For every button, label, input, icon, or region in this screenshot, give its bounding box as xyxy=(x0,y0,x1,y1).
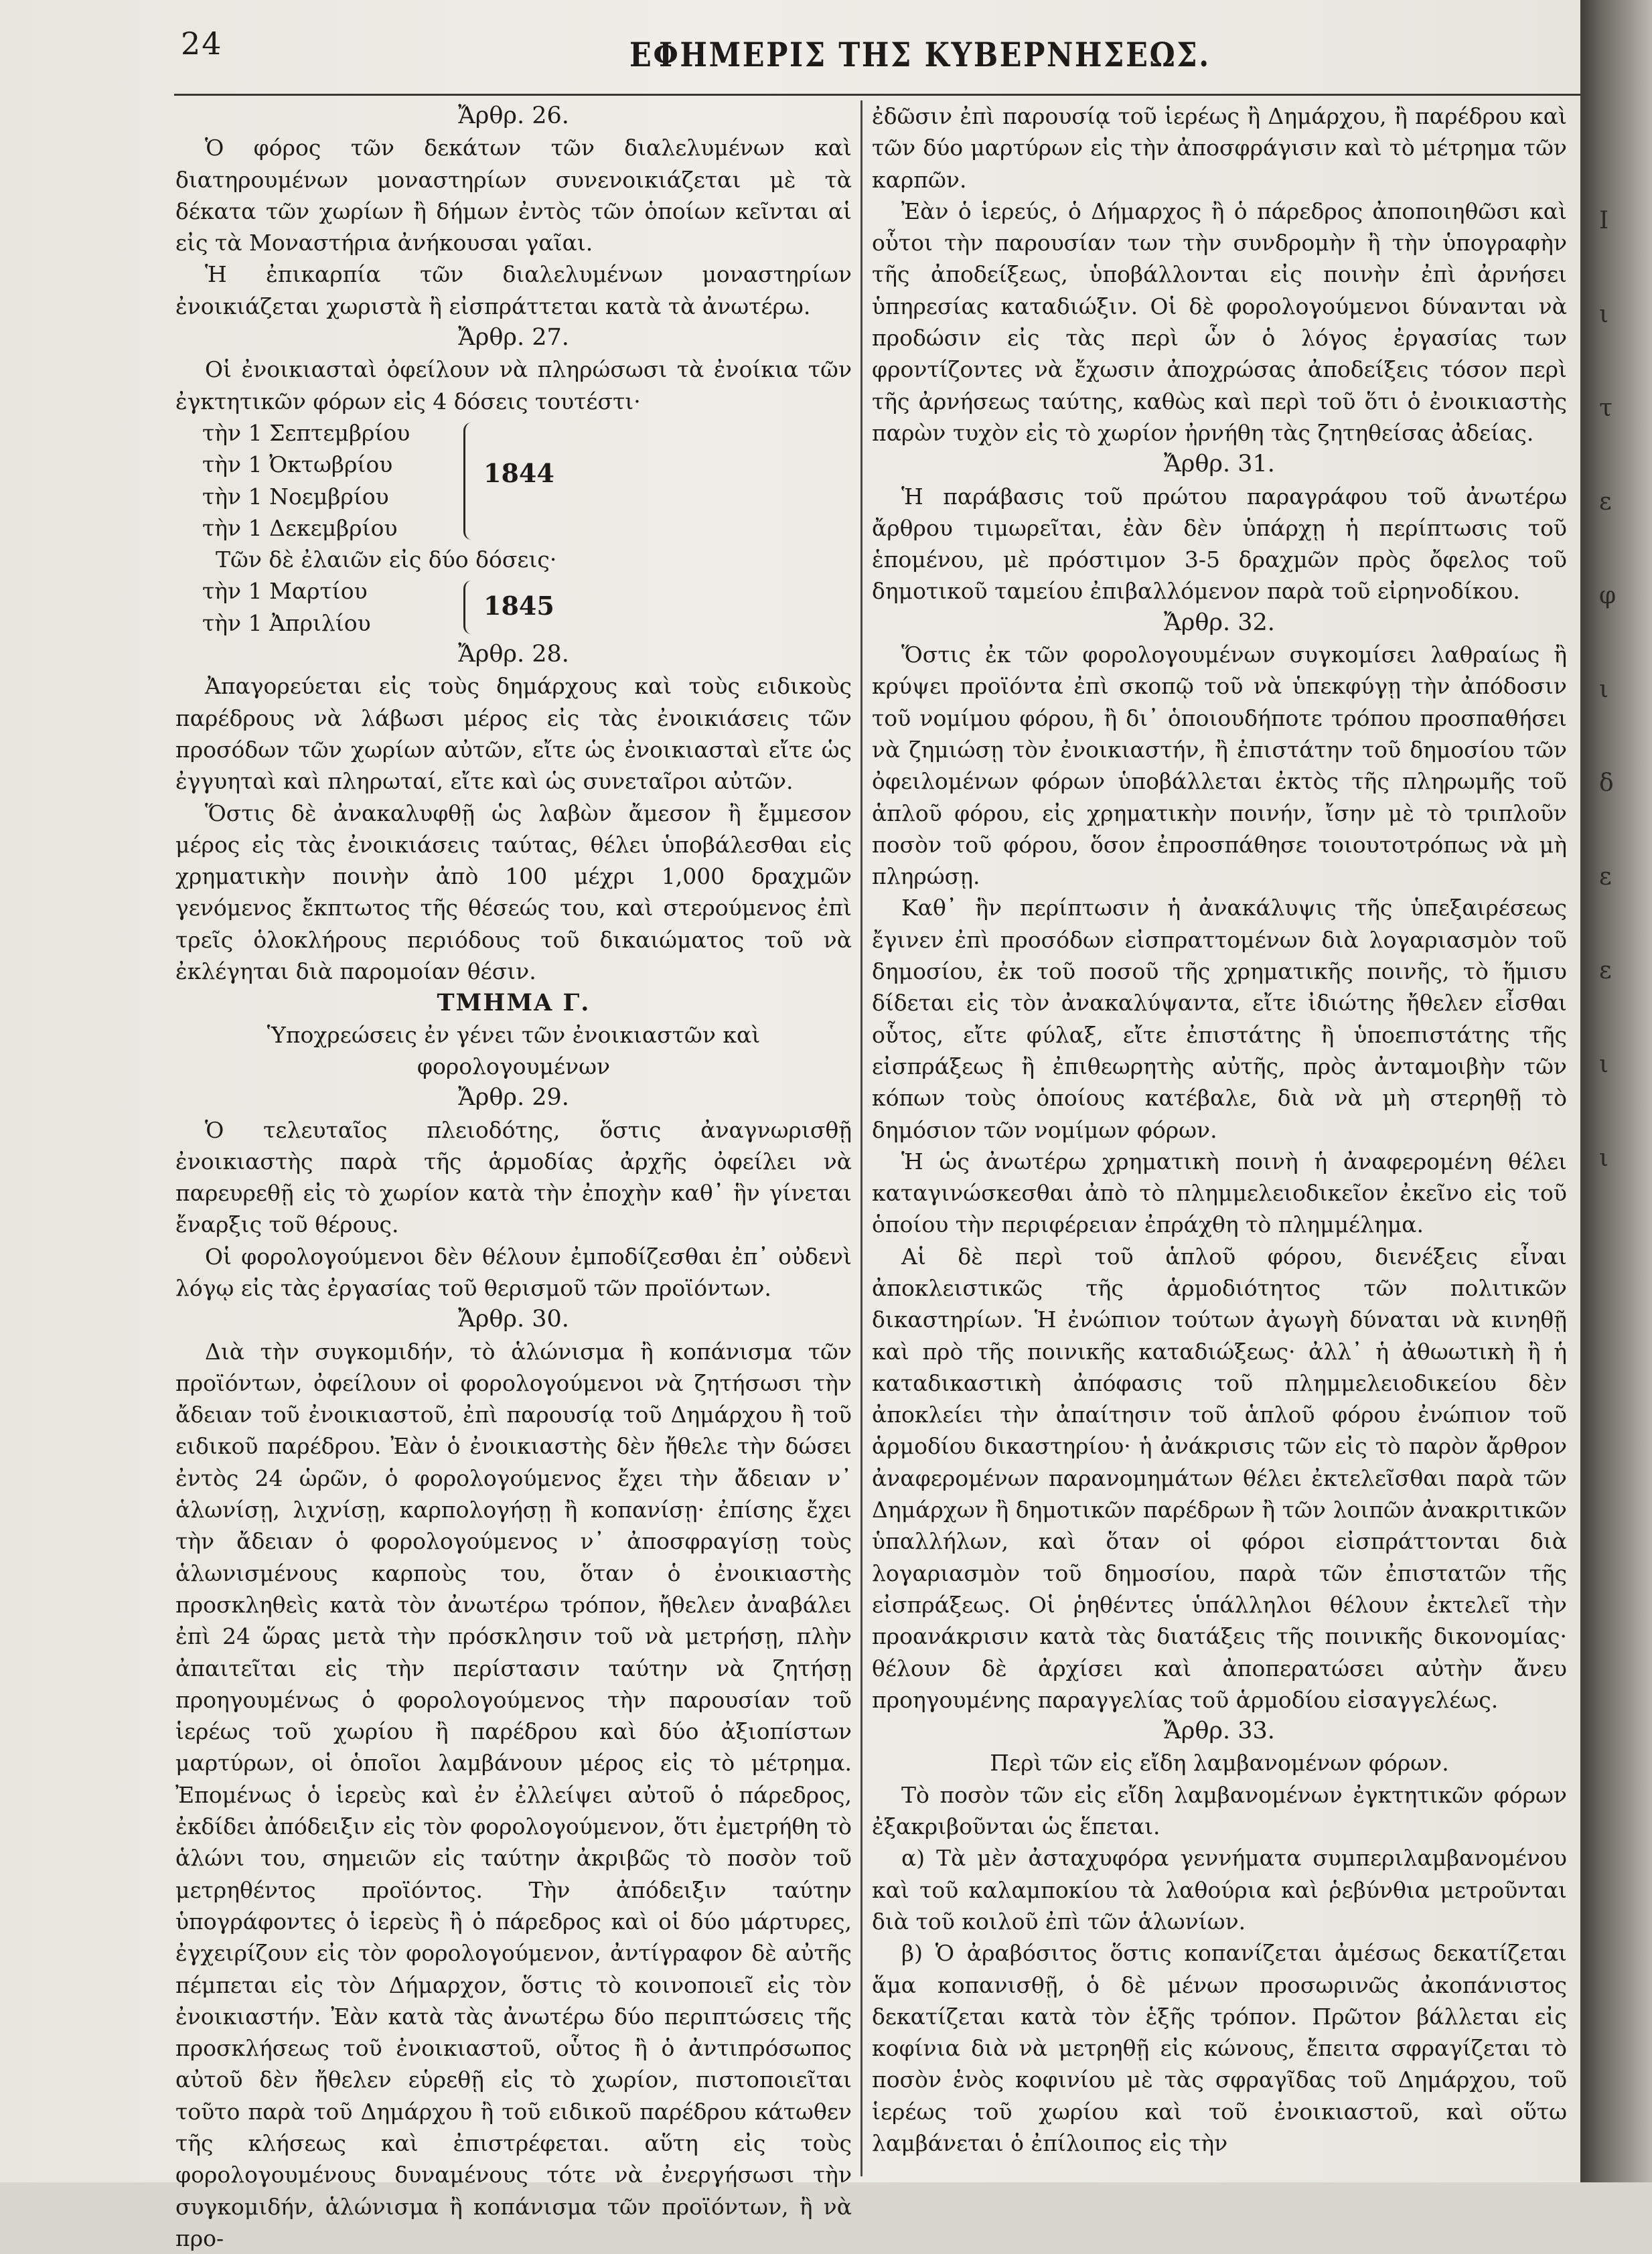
left-column xyxy=(175,100,852,2254)
edge-letter: ι xyxy=(1599,301,1609,328)
article-32-paragraph: Ὅστις ἐκ τῶν φορολογουμένων συγκομίσει λαθραίως ἢ κρύψει προϊόντα ἐπὶ σκοπῷ τοῦ νὰ ὑπεκφύγῃ τὴν ἀπόδοσιν τοῦ νομίμου φόρου, ἢ δι᾽ ὁποιουδήποτε τρόπου προσπαθήσει νὰ ζημιώσῃ τὸν ἐνοικιαστήν, ἢ ἐπιστάτην τοῦ δημοσίου τῶν ὀφειλομένων φόρων ὑποβάλλεται ἐκτὸς τῆς πληρωμῆς τοῦ ἁπλοῦ φόρου, εἰς χρηματικὴν ποινήν, ἴσην μὲ τὸ τριπλοῦν ποσὸν τοῦ φόρου, ὅσον ἐπροσπάθησε τοιουτοτρόπως νὰ μὴ πληρώσῃ. xyxy=(872,642,1567,890)
article-32-title: Ἄρθρ. 32. xyxy=(1164,609,1275,636)
edge-letter: δ xyxy=(1599,769,1614,797)
installment-schedule-1845 xyxy=(175,575,852,639)
edge-letter: ε xyxy=(1599,488,1612,516)
edge-letter: ε xyxy=(1599,863,1612,891)
article-30-title: Ἄρθρ. 30. xyxy=(458,1306,569,1333)
article-29-paragraph: Ὁ τελευταῖος πλειοδότης, ὅστις ἀναγνωρισθῇ ἐνοικιαστὴς παρὰ τῆς ἁρμοδίας ἀρχῆς ὀφείλει νὰ παρευρεθῇ εἰς τὸ χωρίον κατὰ τὴν ἐποχὴν καθ᾽ ἣν γίνεται ἔναρξις τοῦ θέρους. xyxy=(175,1116,852,1238)
article-32-paragraph: Ἡ ὡς ἀνωτέρω χρηματικὴ ποινὴ ἡ ἀναφερομένη θέλει καταγινώσκεσθαι ἀπὸ τὸ πλημμελειοδικεῖον ἐκεῖνο εἰς τοῦ ὁποίου τὴν περιφέρειαν ἐπράχθη τὸ πλημμέλημα. xyxy=(872,1148,1567,1238)
schedule-brace xyxy=(463,423,475,540)
article-31-paragraph: Ἡ παράβασις τοῦ πρώτου παραγράφου τοῦ ἀνωτέρω ἄρθρου τιμωρεῖται, ἐὰν δὲν ὑπάρχῃ ἡ περίπτωσις τοῦ ἑπομένου, μὲ πρόστιμον 3-5 δραχμῶν πρὸς ὄφελος τοῦ δημοτικοῦ ταμείου ἐπιβαλλόμενον παρὰ τοῦ εἰρηνοδίκου. xyxy=(872,483,1567,605)
schedule-date: τὴν 1 Νοεμβρίου xyxy=(202,483,389,510)
edge-letter: ι xyxy=(1599,1144,1609,1172)
article-33-item-a: α) Τὰ μὲν ἀσταχυφόρα γεννήματα συμπεριλαμβανομένου καὶ τοῦ καλαμποκίου τὰ λαθούρια καὶ ῥεβύνθια μετροῦνται διὰ τοῦ κοιλοῦ ἐπὶ τῶν ἁλωνίων. xyxy=(872,1845,1567,1935)
header-rule xyxy=(174,94,1580,96)
olive-installments-line: Τῶν δὲ ἐλαιῶν εἰς δύο δόσεις· xyxy=(216,546,557,573)
edge-letter: ι xyxy=(1599,1051,1609,1078)
article-33-paragraph: Τὸ ποσὸν τῶν εἰς εἴδη λαμβανομένων ἐγκτητικῶν φόρων ἐξακριβοῦνται ὡς ἕπεται. xyxy=(872,1781,1567,1840)
edge-letter: φ xyxy=(1599,582,1617,609)
schedule-date: τὴν 1 Δεκεμβρίου xyxy=(202,514,398,541)
article-28-title: Ἄρθρ. 28. xyxy=(458,641,569,668)
edge-letter: ι xyxy=(1599,676,1609,703)
adjacent-page-letters xyxy=(1599,174,1646,1205)
article-30-continuation: ἐδῶσιν ἐπὶ παρουσίᾳ τοῦ ἱερέως ἢ Δημάρχου, ἢ παρέδρου καὶ τῶν δύο μαρτύρων εἰς τὴν ἀποσφράγισιν καὶ τὸ μέτρημα τῶν καρπῶν. xyxy=(872,103,1567,193)
article-32-paragraph: Καθ᾽ ἣν περίπτωσιν ἡ ἀνακάλυψις τῆς ὑπεξαιρέσεως ἔγινεν ἐπὶ προσόδων εἰσπραττομένων διὰ λογαριασμὸν τοῦ δημοσίου, ἐκ τοῦ ποσοῦ τῆς χρηματικῆς ποινῆς, τὸ ἥμισυ δίδεται εἰς τὸν ἀνακαλύψαντα, εἴτε ἰδιώτης ἤθελεν εἶσθαι οὗτος, εἴτε φύλαξ, εἴτε ἐπιστάτης ἢ ὑποεπιστάτης τῆς εἰσπράξεως ἢ ἐπιθεωρητὴς αὐτῆς, πρὸς ἀνταμοιβὴν τῶν κόπων τοὺς ὁποίους κατέβαλε, διὰ νὰ μὴ στερηθῇ τὸ δημόσιον τῶν νομίμων φόρων. xyxy=(872,895,1567,1143)
article-27-title: Ἄρθρ. 27. xyxy=(458,324,569,352)
article-33-title: Ἄρθρ. 33. xyxy=(1164,1718,1275,1745)
edge-letter: Ι xyxy=(1599,207,1609,234)
edge-letter: τ xyxy=(1599,394,1612,422)
article-30-paragraph: Διὰ τὴν συγκομιδήν, τὸ ἁλώνισμα ἢ κοπάνισμα τῶν προϊόντων, ὀφείλουν οἱ φορολογούμενοι νὰ ζητήσωσι τὴν ἄδειαν τοῦ ἐνοικιαστοῦ, ἐπὶ παρουσίᾳ τοῦ Δημάρχου ἢ τοῦ ειδικοῦ παρέδρου. Ἐὰν ὁ ἐνοικιαστὴς δὲν ἤθελε τὴν δώσει ἐντὸς 24 ὡρῶν, ὁ φορολογούμενος ἔχει τὴν ἄδειαν ν᾽ ἁλωνίσῃ, λιχνίσῃ, καρπολογήσῃ ἢ κοπανίσῃ· ἐπίσης ἔχει τὴν ἄδειαν ὁ φορολογούμενος ν᾽ ἀποσφραγίσῃ τοὺς ἁλωνισμένους καρποὺς του, ὅταν ὁ ἐνοικιαστὴς προσκληθεὶς κατὰ τὸν ἀνωτέρω τρόπον, ἤθελεν ἀναβάλει ἐπὶ 24 ὥρας μετὰ τὴν πρόσκλησιν τοῦ νὰ μετρήσῃ, πλὴν ἀπαιτεῖται εἰς τὴν περίστασιν ταύτην νὰ ζητήσῃ προηγουμένως ὁ φορολογούμενος τὴν παρουσίαν τοῦ ἱερέως τοῦ χωρίου ἢ παρέδρου καὶ δύο ἀξιοπίστων μαρτύρων, οἱ ὁποῖοι λαμβάνουν μέρος εἰς τὸ μέτρημα. Ἐπομένως ὁ ἱερεὺς καὶ ἐν ἐλλείψει αὐτοῦ ὁ πάρεδρος, ἐκδίδει ἀπόδειξιν εἰς τὸν φορολογούμενον, ὅτι ἐμετρήθη τὸ ἁλώνι του, σημειῶν εἰς ταύτην ἀκριβῶς τὸ ποσὸν τοῦ μετρηθέντος προϊόντος. Τὴν ἀπόδειξιν ταύτην ὑπογράφοντες ὁ ἱερεὺς ἢ ὁ πάρεδρος καὶ οἱ δύο μάρτυρες, ἐγχειρίζουν εἰς τὸν φορολογούμενον, ἀντίγραφον δὲ αὐτῆς πέμπεται εἰς τὸν Δήμαρχον, ὅστις τὸ κοινοποιεῖ εἰς τὸν ἐνοικιαστήν. Ἐὰν κατὰ τὰς ἀνωτέρω δύο περιπτώσεις τῆς προσκλήσεως τοῦ ἐνοικιαστοῦ, οὗτος ἢ ὁ ἀντιπρόσωπος αὐτοῦ δὲν ἤθελεν εὑρεθῇ εἰς τὸ χωρίον, πιστοποιεῖται τοῦτο παρὰ τοῦ Δημάρχου ἢ τοῦ ειδικοῦ παρέδρου κάτωθεν τῆς κλήσεως καὶ ἐπιστρέφεται. αὕτη εἰς τοὺς φορολογουμένους δυναμένους τότε νὰ ἐνεργήσωσι τὴν συγκομιδήν, ἁλώνισμα ἢ κοπάνισμα τῶν προϊόντων, ἢ νὰ προ- xyxy=(175,1338,852,2251)
masthead-title: ΕΦΗΜΕΡΙΣ ΤΗΣ ΚΥΒΕΡΝΗΣΕΩΣ. xyxy=(629,35,1211,74)
schedule-date: τὴν 1 Μαρτίου xyxy=(202,578,368,605)
article-28-paragraph: Ὅστις δὲ ἀνακαλυφθῇ ὡς λαβὼν ἄμεσον ἢ ἔμμεσον μέρος εἰς τὰς ἐνοικιάσεις ταύτας, θέλει ὑποβάλεσθαι εἰς χρηματικὴν ποινὴν ἀπὸ 100 μέχρι 1,000 δραχμῶν γενόμενος ἔκπτωτος τῆς θέσεώς του, καὶ στερούμενος ἐπὶ τρεῖς ὁλοκλήρους περιόδους τοῦ δικαιώματος τοῦ νὰ ἐκλέγηται διὰ παρομοίαν θέσιν. xyxy=(175,800,852,985)
schedule-brace xyxy=(463,581,475,634)
article-29-title: Ἄρθρ. 29. xyxy=(458,1084,569,1112)
article-31-title: Ἄρθρ. 31. xyxy=(1164,451,1275,478)
article-33-subtitle: Περὶ τῶν εἰς εἴδη λαμβανομένων φόρων. xyxy=(990,1750,1449,1777)
article-28-paragraph: Ἀπαγορεύεται εἰς τοὺς δημάρχους καὶ τοὺς ειδικοὺς παρέδρους νὰ λάβωσι μέρος εἰς τὰς ἐνοικιάσεις τῶν προσόδων τῶν χωρίων αὐτῶν, εἴτε ὡς ἐνοικιασταὶ εἴτε ὡς ἐγγυηταὶ καὶ πληρωταί, εἴτε καὶ ὡς συνεταῖροι αὐτῶν. xyxy=(175,673,852,795)
section-title: ΤΜΗΜΑ Γ. xyxy=(437,989,591,1017)
page-number: 24 xyxy=(181,25,223,62)
article-27-paragraph: Οἱ ἐνοικιασταὶ ὀφείλουν νὰ πληρώσωσι τὰ ἐνοίκια τῶν ἐγκτητικῶν φόρων εἰς 4 δόσεις τουτέστι· xyxy=(175,356,852,415)
article-26-title: Ἄρθρ. 26. xyxy=(458,102,569,129)
schedule-date: τὴν 1 Σεπτεμβρίου xyxy=(202,419,410,446)
right-column xyxy=(872,100,1567,2159)
column-divider xyxy=(860,100,862,2176)
article-32-paragraph: Αἱ δὲ περὶ τοῦ ἁπλοῦ φόρου, διενέξεις εἶναι ἀποκλειστικῶς τῆς ἁρμοδιότητος τῶν πολιτικῶν δικαστηρίων. Ἡ ἐνώπιον τούτων ἀγωγὴ δύναται νὰ κινηθῇ καὶ πρὸ τῆς ποινικῆς καταδιώξεως· ἀλλ᾽ ἡ ἀθωωτικὴ ἢ ἡ καταδικαστικὴ ἀπόφασις τοῦ πλημμελειοδικείου δὲν ἀποκλείει τὴν ἀπαίτησιν τοῦ ἁπλοῦ φόρου ἐνώπιον τοῦ ἁρμοδίου δικαστηρίου· ἡ ἀνάκρισις τῶν εἰς τὸ παρὸν ἄρθρον ἀναφερομένων παρανομημάτων θέλει ἐκτελεῖσθαι παρὰ τῶν Δημάρχων ἢ δημοτικῶν παρέδρων ἢ τῶν λοιπῶν ἀνακριτικῶν ὑπαλλήλων, καὶ ὅταν οἱ φόροι εἰσπράττονται διὰ λογαριασμὸν τοῦ δημοσίου, παρὰ τῶν ἐπιστατῶν τῆς εἰσπράξεως. Οἱ ῥηθέντες ὑπάλληλοι θέλουν ἐκτελεῖ τὴν προανάκρισιν κατὰ τὰς διατάξεις τῆς ποινικῆς δικονομίας· θέλουν δὲ ἀρχίσει καὶ ἀποπερατώσει αὐτὴν ἄνευ προηγουμένης παραγγελίας τοῦ ἁρμοδίου εἰσαγγελέως. xyxy=(872,1243,1567,1713)
article-33-item-b: β) Ὁ ἀραβόσιτος ὅστις κοπανίζεται ἀμέσως δεκατίζεται ἅμα κοπανισθῇ, ὁ δὲ μένων προσωρινῶς ἀκοπάνιστος δεκατίζεται κατὰ τὸν ἑξῆς τρόπον. Πρῶτον βάλλεται εἰς κοφίνια διὰ νὰ μετρηθῇ εἰς κώνους, ἔπειτα σφραγίζεται τὸ ποσὸν ἑνὸς κοφινίου μὲ τὰς σφραγῖδας τοῦ Δημάρχου, τοῦ ἱερέως τοῦ χωρίου καὶ τοῦ ἐνοικιαστοῦ, καὶ οὕτω λαμβάνεται ὁ ἐπίλοιπος εἰς τὴν xyxy=(872,1940,1567,2156)
schedule-year: 1844 xyxy=(483,457,554,488)
schedule-date: τὴν 1 Ὀκτωβρίου xyxy=(202,451,393,478)
article-26-paragraph: Ἡ ἐπικαρπία τῶν διαλελυμένων μοναστηρίων ἐνοικιάζεται χωριστὰ ἢ εἰσπράττεται κατὰ τὰ ἀνωτέρω. xyxy=(175,261,852,319)
article-29-paragraph: Οἱ φορολογούμενοι δὲν θέλουν ἐμποδίζεσθαι ἐπ᾽ οὐδενὶ λόγῳ εἰς τὰς ἐργασίας τοῦ θερισμοῦ τῶν προϊόντων. xyxy=(175,1243,852,1301)
schedule-date: τὴν 1 Ἀπριλίου xyxy=(202,609,371,636)
section-subtitle: Ὑποχρεώσεις ἐν γένει τῶν ἐνοικιαστῶν καὶ φορολογουμένων xyxy=(267,1021,761,1079)
article-30-continuation: Ἐὰν ὁ ἱερεύς, ὁ Δήμαρχος ἢ ὁ πάρεδρος ἀποποιηθῶσι καὶ οὗτοι τὴν παρουσίαν των τὴν συνδρομὴν ἢ τὴν ὑπογραφὴν τῆς ἀποδείξεως, ὑποβάλλονται εἰς ποινὴν ἐπὶ ἀρνήσει ὑπηρεσίας καταδιώξιν. Οἱ δὲ φορολογούμενοι δύνανται νὰ προδώσιν εἰς τὰς περὶ ὧν ὁ λόγος ἐργασίας των φροντίζοντες νὰ ἔχωσιν ἀποχρώσας ἀποδείξεις τόσον περὶ τῆς ἀρνήσεως ταύτης, καθὼς καὶ περὶ τοῦ ὅτι ὁ ἐνοικιαστὴς παρὼν τυχὸν εἰς τὸ χωρίον ἠρνήθη τὰς ζητηθείσας ἀδείας. xyxy=(872,198,1567,446)
edge-letter: ε xyxy=(1599,957,1612,984)
article-26-paragraph: Ὁ φόρος τῶν δεκάτων τῶν διαλελυμένων καὶ διατηρουμένων μοναστηρίων συνενοικιάζεται μὲ τὰ δέκατα τῶν χωρίων ἢ δήμων ἐντὸς τῶν ὁποίων κεῖνται αἱ εἰς τὰ Μοναστήρια ἀνήκουσαι γαῖαι. xyxy=(175,135,852,256)
schedule-year: 1845 xyxy=(483,591,554,621)
installment-schedule-1844 xyxy=(175,417,852,544)
